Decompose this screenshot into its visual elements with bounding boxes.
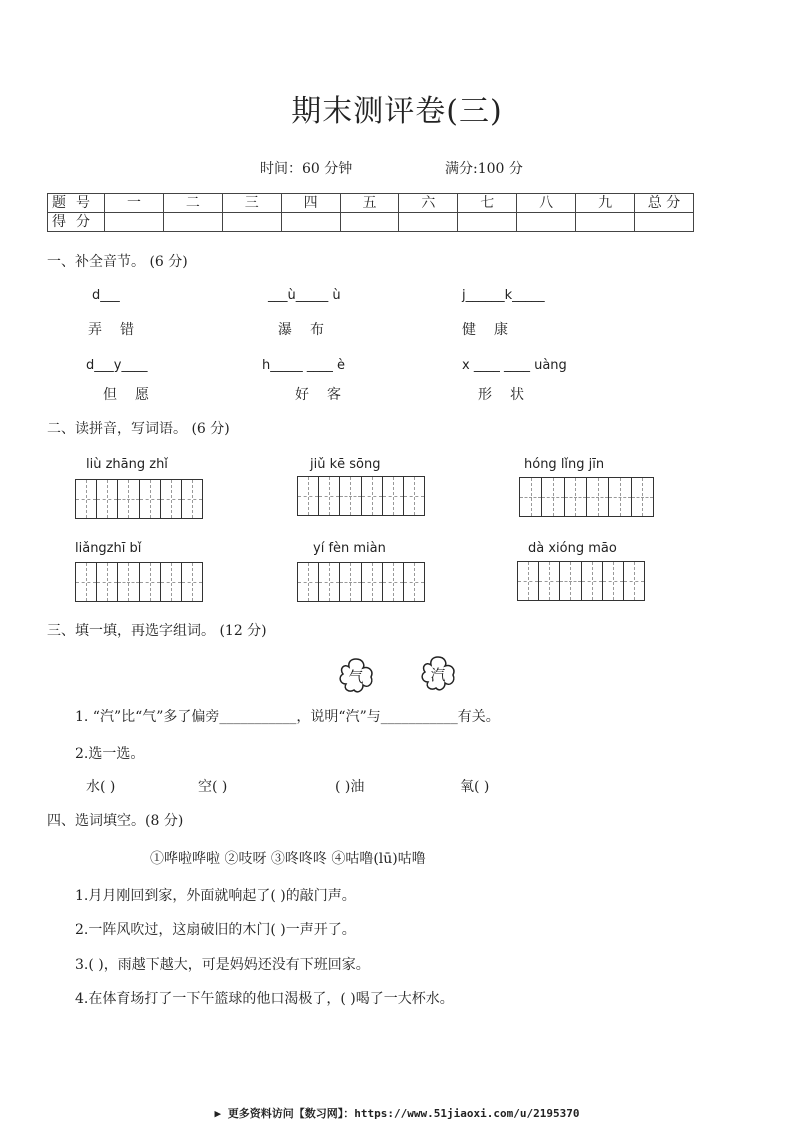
choice-item[interactable]: 氧( ) <box>460 779 490 795</box>
flower-char: 汽 <box>430 666 446 684</box>
writing-grid[interactable] <box>519 477 654 517</box>
syllable-chars: 但愿 <box>103 387 167 403</box>
word-options: ①哗啦哗啦 ②吱呀 ③咚咚咚 ④咕噜(lū)咕噜 <box>150 851 426 867</box>
syllable-chars: 好客 <box>295 387 359 403</box>
flower-char-badge <box>418 654 458 694</box>
score-table <box>47 193 694 232</box>
score-table-header-row <box>48 194 694 213</box>
score-column: 六 <box>399 194 458 213</box>
section4-heading: 四、选词填空。(8 分) <box>47 813 184 829</box>
score-cell[interactable] <box>222 213 281 232</box>
writing-grid[interactable] <box>297 476 425 516</box>
question-line[interactable]: 4.在体育场打了一下午篮球的他口渴极了，( )喝了一大杯水。 <box>75 991 454 1007</box>
score-table-row-head: 题号 <box>48 194 105 213</box>
syllable-blank[interactable]: h_____ ____ è <box>262 358 346 373</box>
section2-heading: 二、读拼音，写词语。 (6 分) <box>47 421 230 437</box>
score-cell[interactable] <box>576 213 635 232</box>
score-column: 四 <box>281 194 340 213</box>
choice-item[interactable]: 水( ) <box>86 779 116 795</box>
question-line[interactable]: 3.( )，雨越下越大，可是妈妈还没有下班回家。 <box>75 957 370 973</box>
writing-grid[interactable] <box>75 479 203 519</box>
word-pinyin: liù zhāng zhǐ <box>86 457 168 472</box>
writing-grid[interactable] <box>517 561 645 601</box>
score-cell[interactable] <box>517 213 576 232</box>
score-cell[interactable] <box>105 213 164 232</box>
syllable-blank[interactable]: d___y____ <box>86 358 148 373</box>
section1-heading: 一、补全音节。 (6 分) <box>47 254 188 270</box>
question-line: 1. “汽”比“气”多了偏旁___________，说明“汽”与___________有关。 <box>75 709 500 725</box>
choice-item[interactable]: 空( ) <box>198 779 228 795</box>
syllable-blank[interactable]: x ____ ____ uàng <box>462 358 567 373</box>
score-column: 三 <box>222 194 281 213</box>
word-pinyin: hóng lǐng jīn <box>524 457 605 472</box>
word-pinyin: dà xióng māo <box>528 541 617 556</box>
writing-grid[interactable] <box>75 562 203 602</box>
page-title: 期末测评卷(三) <box>291 94 503 129</box>
choice-item[interactable]: ( )油 <box>335 779 365 795</box>
time-label: 时间：60 分钟 <box>260 161 353 177</box>
syllable-blank[interactable]: d___ <box>92 288 120 303</box>
score-column: 五 <box>340 194 399 213</box>
score-cell[interactable] <box>281 213 340 232</box>
score-table-score-row <box>48 213 694 232</box>
flower-char: 气 <box>348 668 364 686</box>
score-table-row-head: 得分 <box>48 213 105 232</box>
word-pinyin: yí fèn miàn <box>313 541 386 556</box>
question-line[interactable]: 1.月月刚回到家，外面就响起了( )的敲门声。 <box>75 888 356 904</box>
question-line: 2.选一选。 <box>75 746 145 762</box>
score-column: 一 <box>105 194 164 213</box>
full-score-label: 满分:100 分 <box>445 161 523 177</box>
word-pinyin: jiǔ kē sōng <box>310 457 381 472</box>
section3-heading: 三、填一填，再选字组词。 (12 分) <box>47 623 267 639</box>
syllable-blank[interactable]: ___ù_____ ù <box>268 288 341 303</box>
syllable-chars: 瀑布 <box>278 322 342 338</box>
syllable-chars: 形状 <box>478 387 542 403</box>
question-line[interactable]: 2.一阵风吹过，这扇破旧的木门( )一声开了。 <box>75 922 356 938</box>
score-cell[interactable] <box>399 213 458 232</box>
score-cell[interactable] <box>163 213 222 232</box>
syllable-chars: 健康 <box>462 322 526 338</box>
writing-grid[interactable] <box>297 562 425 602</box>
footer-link[interactable]: ▶ 更多资料访问【数习网】：https://www.51jiaoxi.com/u/2195370 <box>214 1107 580 1120</box>
score-column: 七 <box>458 194 517 213</box>
score-column: 八 <box>517 194 576 213</box>
score-cell[interactable] <box>458 213 517 232</box>
score-cell[interactable] <box>340 213 399 232</box>
score-cell[interactable] <box>635 213 694 232</box>
flower-char-badge <box>336 656 376 696</box>
score-column: 总 分 <box>635 194 694 213</box>
syllable-blank[interactable]: j______k_____ <box>462 288 545 303</box>
word-pinyin: liǎngzhī bǐ <box>75 541 142 556</box>
score-column: 九 <box>576 194 635 213</box>
score-column: 二 <box>163 194 222 213</box>
syllable-chars: 弄错 <box>88 322 152 338</box>
